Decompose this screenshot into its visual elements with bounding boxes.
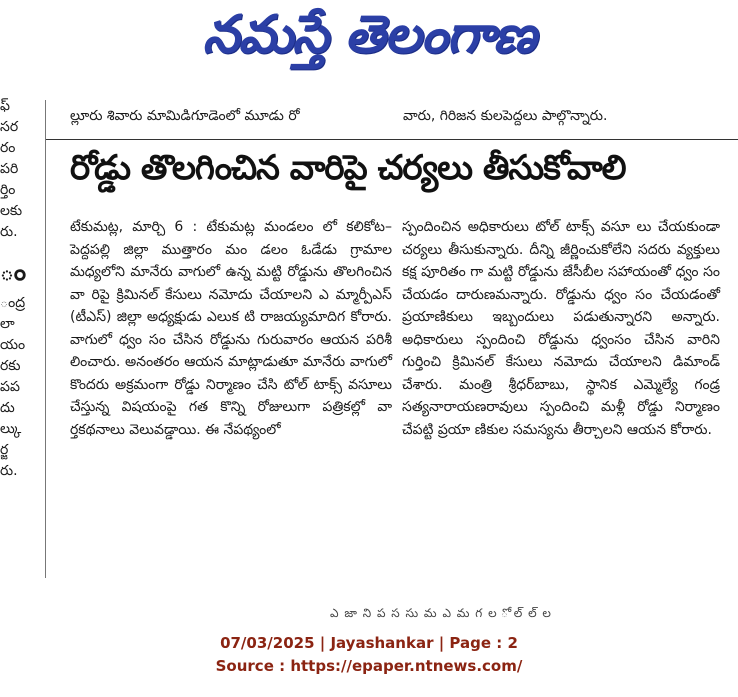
- cut-off-next-article: ఎ జా ని ప స సు మ ఎ మ గ ల ో ల్ ల్ ల: [330, 606, 552, 620]
- strip-line: ల్కు: [0, 421, 22, 437]
- strip-heading-fragment: ం: [0, 258, 26, 286]
- strip-line: రు.: [0, 463, 18, 479]
- section-rule: [46, 139, 738, 140]
- adjacent-column-strip: [0, 96, 26, 576]
- previous-article-tail-right: వారు, గిరిజన కులపెద్దలు పాల్గొన్నారు.: [403, 108, 608, 124]
- strip-line: లా: [0, 316, 15, 332]
- edition-info: 07/03/2025 | Jayashankar | Page : 2: [220, 634, 518, 652]
- column-divider: [45, 100, 46, 578]
- strip-line: ర్జ: [0, 442, 9, 458]
- strip-line: రు.: [0, 224, 18, 240]
- masthead: [0, 6, 738, 76]
- article-column-1: [70, 216, 392, 441]
- strip-line: లకు: [0, 203, 23, 219]
- strip-line: దు: [0, 400, 15, 416]
- strip-line: యం: [0, 337, 26, 353]
- strip-line: రం: [0, 140, 16, 156]
- strip-line: సర: [0, 119, 19, 135]
- strip-line: పప: [0, 379, 20, 395]
- strip-line: ఫ్: [0, 98, 10, 114]
- strip-line: ర్తిం: [0, 182, 16, 198]
- article-body-text: స్పందించిన అధికారులు టోల్ టాక్స్ వసూ లు చేయకుండా చర్యలు తీసుకున్నారు. దీన్ని జీర్ణించుకోలేని సదరు వ్యక్తులు కక్ష పూరితం గా మట్టి రోడ్డును జేసీబీల సహాయంతో ధ్వం సం చేయడం దారుణమన్నారు. రోడ్డును ధ్వం సం చేయడంతో ప్రయాణికులు ఇబ్బందులు పడుతున్నారని అన్నారు. అధికారులు స్పందించి రోడ్డును ధ్వంసం చేసిన వారిని గుర్తించి క్రిమినల్ కేసులు నమోదు చేయాలని డిమాండ్ చేశారు. మంత్రి శ్రీధర్‌బాబు, స్థానిక ఎమ్మెల్యే గండ్ర సత్యనారాయణరావులు స్పందించి మళ్లీ రోడ్డు నిర్మాణం చేపట్టి ప్రయా ణికుల సమస్యను తీర్చాలని ఆయన కోరారు.: [402, 219, 720, 438]
- strip-line: ంద్ర: [0, 295, 26, 311]
- strip-line: రకు: [0, 358, 21, 374]
- previous-article-tail-left: ల్లూరు శివారు మామిడిగూడెంలో మూడు రో: [70, 108, 300, 124]
- article-column-2: [402, 216, 720, 441]
- article-body-text: టేకుమట్ల, మార్చి 6 : టేకుమట్ల మండలం లో కలికోట–పెద్దపల్లి జిల్లా ముత్తారం మం డలం ఓడేడు గ్రామాల మధ్యలోని మానేరు వాగులో ఉన్న మట్టి రోడ్డును తొలగించిన వా రిపై క్రిమినల్ కేసులు నమోదు చేయాలని ఎ మ్మార్పీఎస్ (టీఎస్) జిల్లా అధ్యక్షుడు ఎలుక టి రాజయ్యమాదిగ కోరారు. వాగులో ధ్వం సం చేసిన రోడ్డును గురువారం ఆయన పరిశీ లించారు. అనంతరం ఆయన మాట్లాడుతూ మానేరు వాగులో కొందరు అక్రమంగా రోడ్డు నిర్మాణం చేసి టోల్ టాక్స్ వసూలు చేస్తున్న విషయంపై గత కొన్ని రోజులుగా పత్రికల్లో వా ర్తకథనాలు వెలువడ్డాయి. ఈ నేపథ్యంలో: [70, 219, 392, 438]
- page-footer: [0, 632, 738, 678]
- newspaper-clipping: [0, 96, 738, 622]
- newspaper-logo: నమస్తే తెలంగాణ: [202, 4, 536, 65]
- article-headline: రోడ్డు తొలగించిన వారిపై చర్యలు తీసుకోవాలి: [70, 148, 626, 188]
- strip-line: పరి: [0, 161, 19, 177]
- source-link[interactable]: Source : https://epaper.ntnews.com/: [215, 657, 523, 675]
